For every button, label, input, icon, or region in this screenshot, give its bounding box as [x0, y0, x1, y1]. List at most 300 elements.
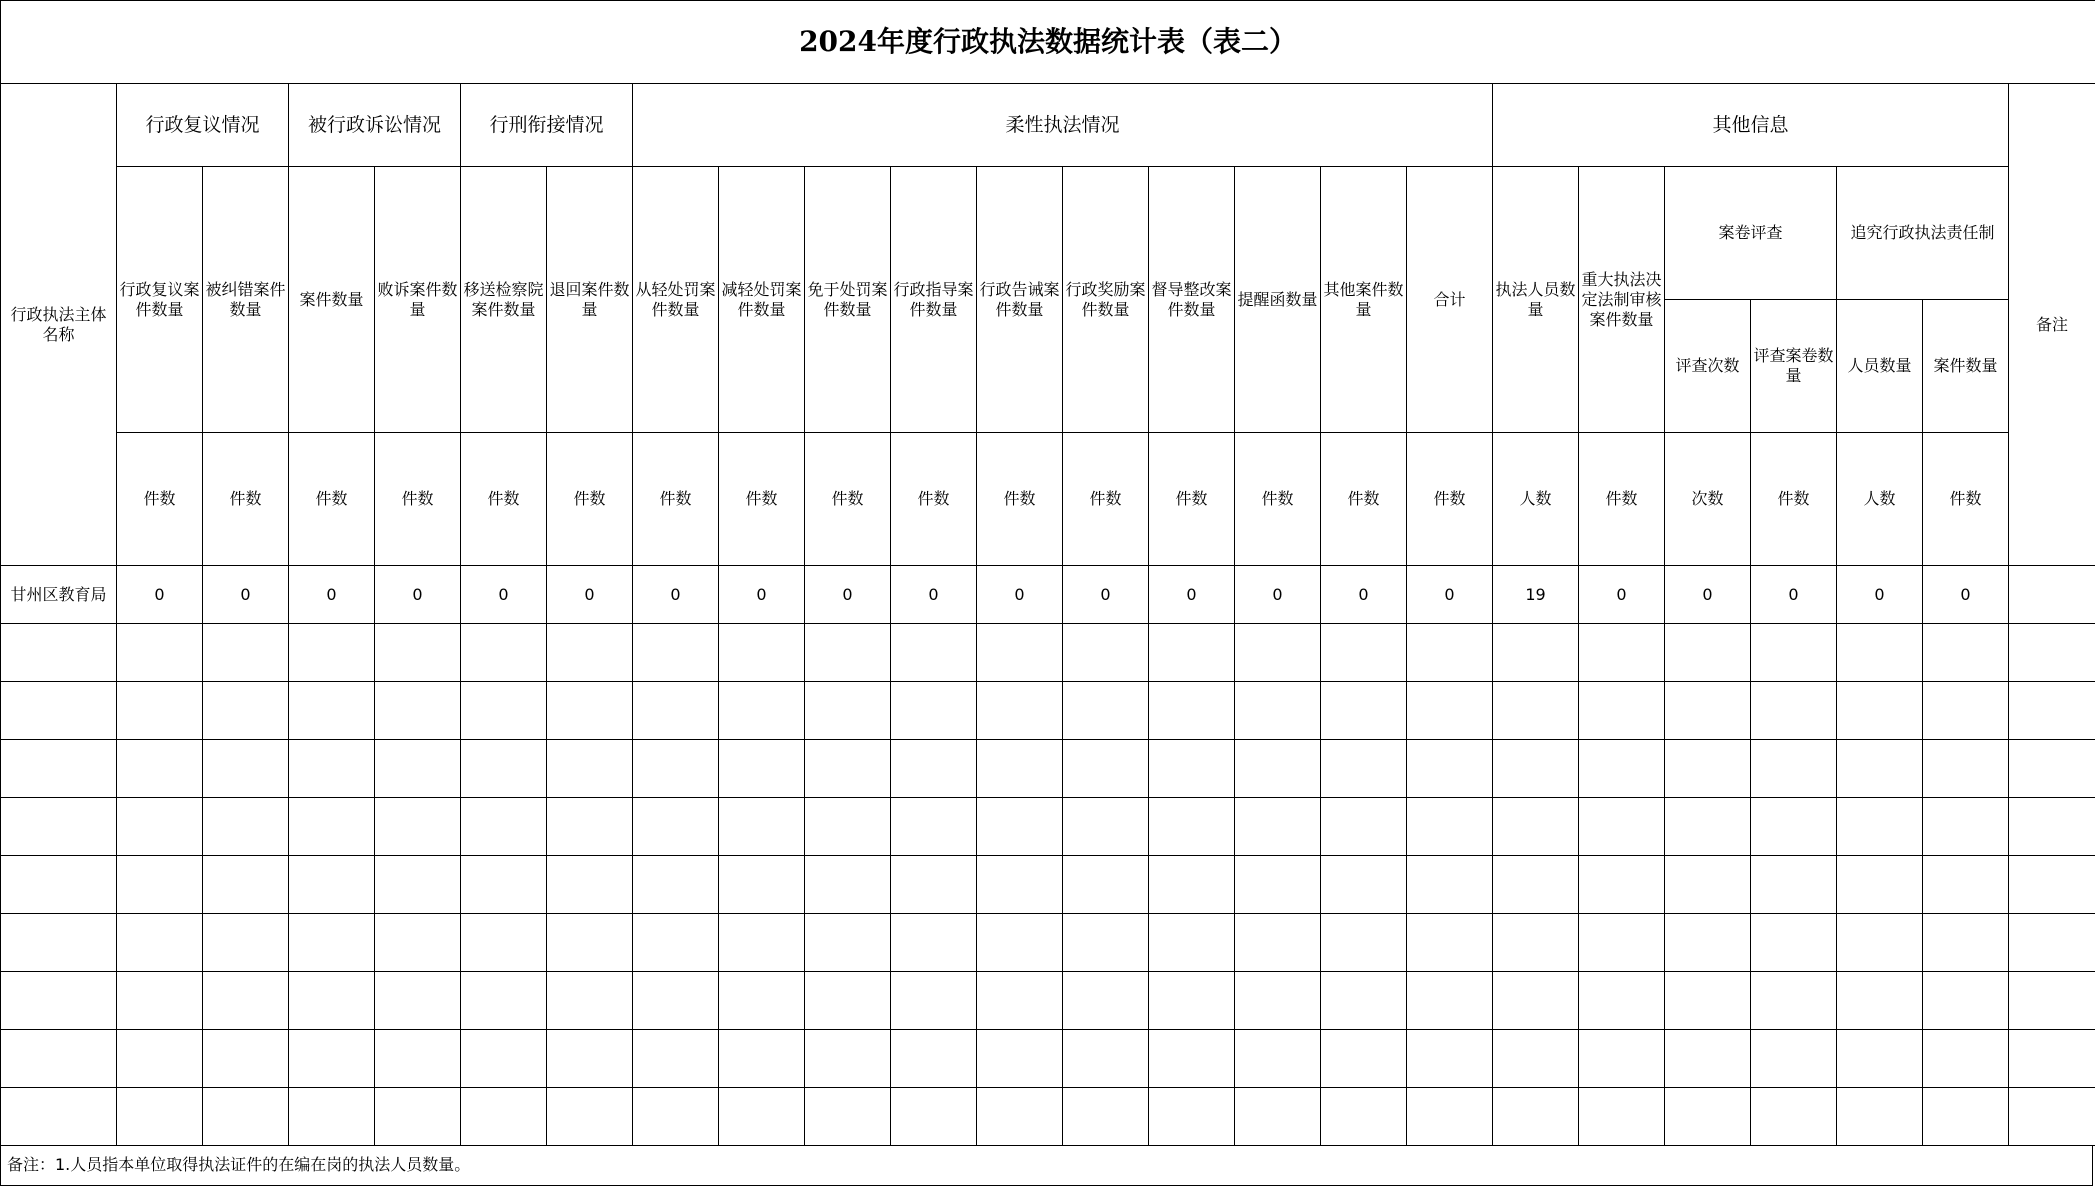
empty-cell: [1579, 682, 1665, 740]
empty-cell: [1235, 1030, 1321, 1088]
empty-cell: [2009, 798, 2095, 856]
col-header: 被纠错案件数量: [203, 167, 289, 433]
empty-cell: [375, 798, 461, 856]
unit-cell: 次数: [1665, 433, 1751, 566]
empty-cell: [1493, 740, 1579, 798]
empty-cell: [1149, 914, 1235, 972]
empty-cell: [891, 740, 977, 798]
empty-cell: [1665, 798, 1751, 856]
col-header: 提醒函数量: [1235, 167, 1321, 433]
empty-cell: [891, 682, 977, 740]
empty-cell: [1837, 972, 1923, 1030]
empty-table-row: [1, 798, 2095, 856]
empty-cell: [633, 798, 719, 856]
empty-cell: [719, 856, 805, 914]
empty-cell: [1837, 856, 1923, 914]
empty-cell: [461, 856, 547, 914]
empty-cell: [289, 914, 375, 972]
empty-cell: [633, 856, 719, 914]
empty-cell: [891, 798, 977, 856]
col-header: 移送检察院案件数量: [461, 167, 547, 433]
value-cell: 0: [1063, 566, 1149, 624]
empty-cell: [1063, 798, 1149, 856]
empty-cell: [2009, 1030, 2095, 1088]
empty-cell: [1579, 972, 1665, 1030]
empty-cell: [203, 1030, 289, 1088]
empty-cell: [289, 972, 375, 1030]
empty-cell: [1923, 682, 2009, 740]
empty-cell: [203, 972, 289, 1030]
unit-cell: 件数: [805, 433, 891, 566]
subgroup-header-accountability: 追究行政执法责任制: [1837, 167, 2009, 300]
empty-cell: [1063, 914, 1149, 972]
empty-cell: [1923, 914, 2009, 972]
col-header: 人员数量: [1837, 300, 1923, 433]
empty-cell: [375, 624, 461, 682]
value-cell: 0: [1321, 566, 1407, 624]
empty-cell: [1579, 740, 1665, 798]
empty-cell: [289, 798, 375, 856]
empty-cell: [1149, 1030, 1235, 1088]
group-header-other: 其他信息: [1493, 84, 2009, 167]
empty-cell: [1579, 1030, 1665, 1088]
empty-cell: [719, 624, 805, 682]
empty-cell: [1923, 1088, 2009, 1146]
empty-cell: [805, 914, 891, 972]
empty-cell: [1321, 624, 1407, 682]
unit-cell: 件数: [1923, 433, 2009, 566]
empty-cell: [1321, 1088, 1407, 1146]
empty-cell: [461, 1088, 547, 1146]
empty-cell: [1063, 740, 1149, 798]
empty-cell: [1321, 1030, 1407, 1088]
empty-cell: [1837, 740, 1923, 798]
empty-cell: [203, 740, 289, 798]
empty-cell: [1751, 624, 1837, 682]
empty-table-row: [1, 972, 2095, 1030]
empty-table-row: [1, 856, 2095, 914]
empty-cell: [117, 914, 203, 972]
empty-cell: [1493, 1030, 1579, 1088]
empty-cell: [977, 972, 1063, 1030]
empty-cell: [1, 856, 117, 914]
value-cell: 0: [1235, 566, 1321, 624]
empty-cell: [1837, 798, 1923, 856]
col-header: 从轻处罚案件数量: [633, 167, 719, 433]
empty-cell: [117, 856, 203, 914]
empty-cell: [633, 1088, 719, 1146]
unit-cell: 件数: [1407, 433, 1493, 566]
empty-cell: [1579, 1088, 1665, 1146]
empty-cell: [1493, 856, 1579, 914]
empty-cell: [1321, 856, 1407, 914]
empty-cell: [1149, 682, 1235, 740]
col-header: 案件数量: [1923, 300, 2009, 433]
empty-cell: [633, 1030, 719, 1088]
empty-cell: [1923, 740, 2009, 798]
empty-cell: [1321, 682, 1407, 740]
empty-cell: [1, 914, 117, 972]
empty-cell: [461, 740, 547, 798]
empty-cell: [1, 798, 117, 856]
empty-cell: [1751, 1088, 1837, 1146]
empty-cell: [719, 972, 805, 1030]
empty-cell: [805, 1030, 891, 1088]
empty-cell: [1493, 682, 1579, 740]
empty-cell: [2009, 740, 2095, 798]
col-header: 评查案卷数量: [1751, 300, 1837, 433]
empty-cell: [1751, 740, 1837, 798]
group-header-litigation: 被行政诉讼情况: [289, 84, 461, 167]
table-row: [1, 566, 2095, 624]
empty-cell: [1923, 856, 2009, 914]
empty-cell: [1665, 624, 1751, 682]
empty-cell: [805, 972, 891, 1030]
empty-cell: [891, 1088, 977, 1146]
empty-cell: [1665, 740, 1751, 798]
empty-cell: [375, 1088, 461, 1146]
empty-cell: [1751, 972, 1837, 1030]
empty-cell: [1, 682, 117, 740]
value-cell: 0: [117, 566, 203, 624]
empty-cell: [375, 1030, 461, 1088]
empty-cell: [547, 798, 633, 856]
empty-cell: [1493, 972, 1579, 1030]
empty-cell: [1923, 798, 2009, 856]
value-cell: 0: [633, 566, 719, 624]
empty-cell: [633, 914, 719, 972]
empty-cell: [1321, 914, 1407, 972]
empty-cell: [1923, 1030, 2009, 1088]
col-header: 重大执法决定法制审核案件数量: [1579, 167, 1665, 433]
empty-cell: [1063, 1030, 1149, 1088]
empty-cell: [1579, 914, 1665, 972]
empty-cell: [1149, 798, 1235, 856]
empty-cell: [1235, 914, 1321, 972]
empty-cell: [891, 624, 977, 682]
footnote: 备注：1.人员指本单位取得执法证件的在编在岗的执法人员数量。: [0, 1145, 2093, 1186]
empty-cell: [1751, 856, 1837, 914]
empty-cell: [1665, 1088, 1751, 1146]
empty-cell: [805, 682, 891, 740]
empty-cell: [633, 972, 719, 1030]
empty-cell: [1579, 624, 1665, 682]
empty-cell: [977, 798, 1063, 856]
empty-cell: [1579, 856, 1665, 914]
empty-cell: [1149, 624, 1235, 682]
empty-cell: [289, 682, 375, 740]
empty-table-row: [1, 914, 2095, 972]
empty-cell: [461, 682, 547, 740]
empty-cell: [1665, 682, 1751, 740]
empty-cell: [203, 624, 289, 682]
empty-cell: [1063, 624, 1149, 682]
col-header: 败诉案件数量: [375, 167, 461, 433]
empty-cell: [117, 682, 203, 740]
remarks-header: 备注: [2009, 84, 2095, 566]
value-cell: 0: [1407, 566, 1493, 624]
empty-table-row: [1, 740, 2095, 798]
empty-cell: [289, 1088, 375, 1146]
unit-cell: 件数: [1063, 433, 1149, 566]
col-header: 行政指导案件数量: [891, 167, 977, 433]
empty-cell: [633, 740, 719, 798]
empty-cell: [1063, 1088, 1149, 1146]
empty-cell: [1751, 682, 1837, 740]
empty-cell: [117, 740, 203, 798]
empty-cell: [2009, 914, 2095, 972]
empty-cell: [1837, 1088, 1923, 1146]
col-header: 其他案件数量: [1321, 167, 1407, 433]
value-cell: 0: [977, 566, 1063, 624]
empty-cell: [203, 914, 289, 972]
empty-cell: [547, 856, 633, 914]
unit-cell: 件数: [1579, 433, 1665, 566]
empty-cell: [1063, 682, 1149, 740]
empty-cell: [1751, 914, 1837, 972]
unit-cell: 件数: [117, 433, 203, 566]
value-cell: 0: [461, 566, 547, 624]
col-header: 行政奖励案件数量: [1063, 167, 1149, 433]
empty-cell: [805, 624, 891, 682]
empty-cell: [1, 1088, 117, 1146]
empty-cell: [1837, 914, 1923, 972]
col-header: 减轻处罚案件数量: [719, 167, 805, 433]
col-header: 执法人员数量: [1493, 167, 1579, 433]
subgroup-header-dossier: 案卷评查: [1665, 167, 1837, 300]
group-header-review: 行政复议情况: [117, 84, 289, 167]
unit-cell: 件数: [1149, 433, 1235, 566]
empty-cell: [1407, 1088, 1493, 1146]
empty-cell: [1407, 914, 1493, 972]
empty-table-row: [1, 1088, 2095, 1146]
page-title: 2024年度行政执法数据统计表（表二）: [1, 1, 2095, 84]
empty-cell: [1665, 972, 1751, 1030]
empty-cell: [461, 798, 547, 856]
empty-cell: [891, 914, 977, 972]
empty-cell: [1321, 972, 1407, 1030]
unit-cell: 件数: [461, 433, 547, 566]
col-header: 行政复议案件数量: [117, 167, 203, 433]
empty-cell: [375, 856, 461, 914]
empty-cell: [1493, 798, 1579, 856]
unit-cell: 人数: [1837, 433, 1923, 566]
empty-cell: [719, 914, 805, 972]
empty-cell: [1837, 682, 1923, 740]
empty-cell: [1063, 972, 1149, 1030]
empty-cell: [375, 914, 461, 972]
empty-cell: [2009, 1088, 2095, 1146]
group-header-criminal: 行刑衔接情况: [461, 84, 633, 167]
col-header: 行政告诫案件数量: [977, 167, 1063, 433]
empty-cell: [891, 856, 977, 914]
empty-cell: [1149, 1088, 1235, 1146]
empty-cell: [547, 1088, 633, 1146]
empty-cell: [1407, 798, 1493, 856]
empty-cell: [633, 624, 719, 682]
unit-cell: 件数: [547, 433, 633, 566]
value-cell: 0: [375, 566, 461, 624]
value-cell: 0: [547, 566, 633, 624]
empty-cell: [461, 914, 547, 972]
value-cell: 0: [289, 566, 375, 624]
unit-cell: 件数: [633, 433, 719, 566]
empty-cell: [1407, 856, 1493, 914]
empty-cell: [117, 972, 203, 1030]
empty-cell: [1923, 624, 2009, 682]
value-cell: 0: [891, 566, 977, 624]
empty-cell: [719, 1088, 805, 1146]
unit-cell: 件数: [289, 433, 375, 566]
empty-cell: [2009, 972, 2095, 1030]
empty-cell: [1407, 682, 1493, 740]
unit-cell: 件数: [977, 433, 1063, 566]
empty-cell: [1235, 740, 1321, 798]
entity-cell: 甘州区教育局: [1, 566, 117, 624]
empty-cell: [719, 740, 805, 798]
empty-cell: [1493, 1088, 1579, 1146]
empty-cell: [977, 1088, 1063, 1146]
empty-cell: [1, 740, 117, 798]
empty-cell: [977, 740, 1063, 798]
empty-cell: [547, 914, 633, 972]
empty-cell: [719, 798, 805, 856]
empty-cell: [375, 740, 461, 798]
empty-cell: [1235, 972, 1321, 1030]
empty-table-row: [1, 1030, 2095, 1088]
col-header: 免于处罚案件数量: [805, 167, 891, 433]
empty-cell: [1837, 1030, 1923, 1088]
col-header: 退回案件数量: [547, 167, 633, 433]
empty-cell: [891, 1030, 977, 1088]
unit-cell: 件数: [375, 433, 461, 566]
empty-cell: [1149, 856, 1235, 914]
empty-cell: [117, 624, 203, 682]
empty-cell: [1751, 1030, 1837, 1088]
col-header: 案件数量: [289, 167, 375, 433]
value-cell: 0: [203, 566, 289, 624]
empty-table-row: [1, 624, 2095, 682]
unit-cell: 件数: [719, 433, 805, 566]
col-header: 督导整改案件数量: [1149, 167, 1235, 433]
empty-cell: [1493, 624, 1579, 682]
empty-cell: [2009, 624, 2095, 682]
empty-cell: [1407, 624, 1493, 682]
empty-cell: [1665, 914, 1751, 972]
empty-cell: [1, 972, 117, 1030]
empty-cell: [1235, 798, 1321, 856]
empty-cell: [977, 1030, 1063, 1088]
empty-cell: [1, 1030, 117, 1088]
unit-cell: 件数: [203, 433, 289, 566]
empty-cell: [1665, 1030, 1751, 1088]
empty-cell: [117, 1030, 203, 1088]
empty-table-row: [1, 682, 2095, 740]
empty-cell: [891, 972, 977, 1030]
empty-cell: [1407, 740, 1493, 798]
empty-cell: [1407, 1030, 1493, 1088]
empty-cell: [461, 1030, 547, 1088]
empty-cell: [117, 798, 203, 856]
col-header: 评查次数: [1665, 300, 1751, 433]
value-cell: 0: [805, 566, 891, 624]
empty-cell: [1149, 972, 1235, 1030]
empty-cell: [1321, 798, 1407, 856]
empty-cell: [805, 798, 891, 856]
empty-cell: [461, 624, 547, 682]
empty-cell: [1235, 1088, 1321, 1146]
empty-cell: [1235, 856, 1321, 914]
empty-cell: [117, 1088, 203, 1146]
empty-cell: [289, 1030, 375, 1088]
col-header: 合计: [1407, 167, 1493, 433]
value-cell: 0: [1579, 566, 1665, 624]
empty-cell: [203, 798, 289, 856]
empty-cell: [977, 624, 1063, 682]
empty-cell: [547, 682, 633, 740]
empty-cell: [375, 682, 461, 740]
empty-cell: [1837, 624, 1923, 682]
value-cell: 0: [1923, 566, 2009, 624]
empty-cell: [289, 740, 375, 798]
empty-cell: [719, 1030, 805, 1088]
empty-cell: [1, 624, 117, 682]
empty-cell: [461, 972, 547, 1030]
unit-cell: 件数: [1321, 433, 1407, 566]
value-cell: 0: [1751, 566, 1837, 624]
empty-cell: [547, 740, 633, 798]
value-cell: 0: [1837, 566, 1923, 624]
empty-cell: [1923, 972, 2009, 1030]
empty-cell: [1235, 682, 1321, 740]
empty-cell: [977, 682, 1063, 740]
empty-cell: [1751, 798, 1837, 856]
value-cell: 0: [1665, 566, 1751, 624]
empty-cell: [1407, 972, 1493, 1030]
empty-cell: [1665, 856, 1751, 914]
empty-cell: [633, 682, 719, 740]
value-cell: 19: [1493, 566, 1579, 624]
remarks-cell: [2009, 566, 2095, 624]
empty-cell: [977, 856, 1063, 914]
empty-cell: [2009, 682, 2095, 740]
entity-header: 行政执法主体名称: [1, 84, 117, 566]
empty-cell: [547, 1030, 633, 1088]
empty-cell: [977, 914, 1063, 972]
unit-cell: 人数: [1493, 433, 1579, 566]
empty-cell: [289, 856, 375, 914]
empty-cell: [1579, 798, 1665, 856]
empty-cell: [547, 624, 633, 682]
empty-cell: [1063, 856, 1149, 914]
empty-cell: [203, 682, 289, 740]
empty-cell: [805, 740, 891, 798]
empty-cell: [805, 856, 891, 914]
empty-cell: [805, 1088, 891, 1146]
empty-cell: [719, 682, 805, 740]
empty-cell: [2009, 856, 2095, 914]
unit-cell: 件数: [1751, 433, 1837, 566]
value-cell: 0: [1149, 566, 1235, 624]
empty-cell: [1321, 740, 1407, 798]
unit-cell: 件数: [891, 433, 977, 566]
group-header-flexible: 柔性执法情况: [633, 84, 1493, 167]
empty-cell: [203, 1088, 289, 1146]
empty-cell: [1493, 914, 1579, 972]
empty-cell: [1149, 740, 1235, 798]
empty-cell: [375, 972, 461, 1030]
unit-cell: 件数: [1235, 433, 1321, 566]
